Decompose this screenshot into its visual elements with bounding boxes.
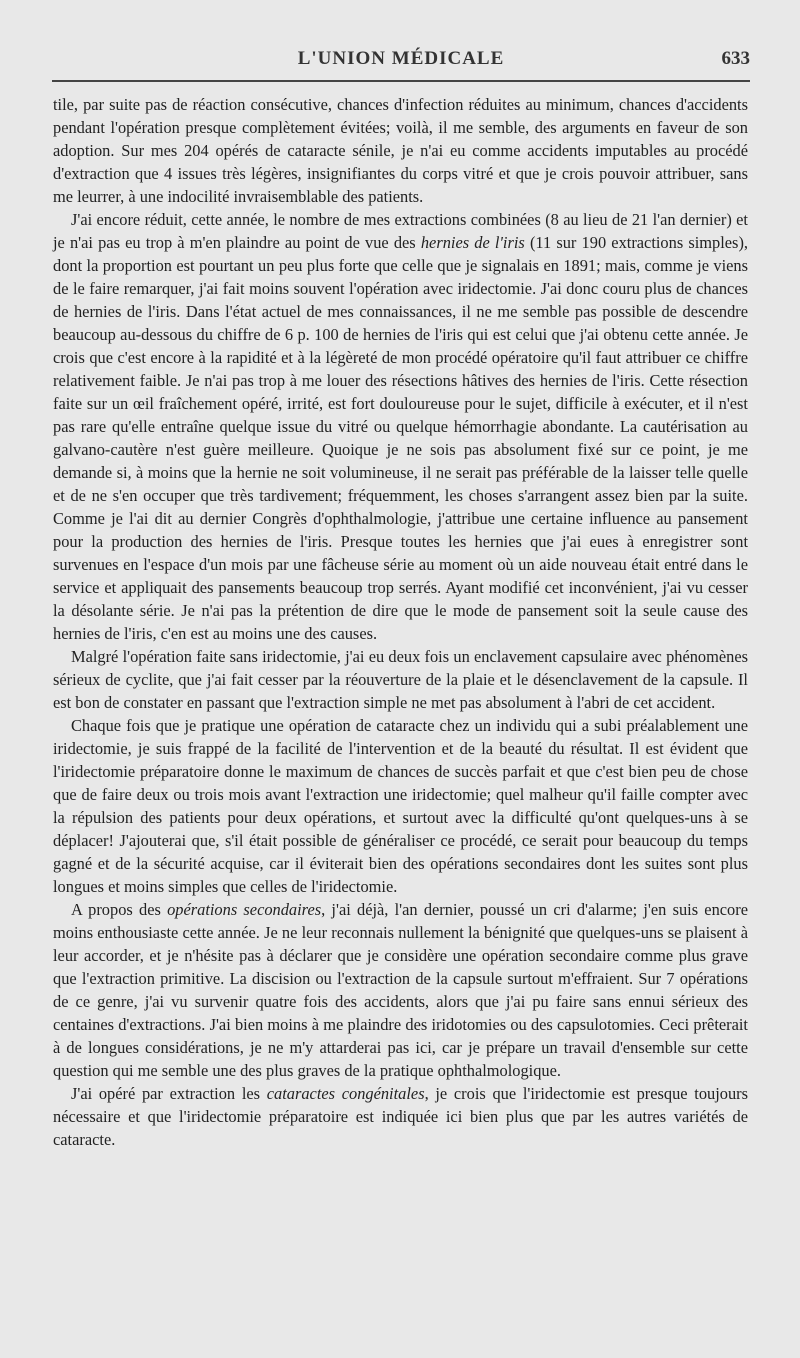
paragraph: [53, 93, 748, 208]
paragraph: [53, 208, 748, 645]
paragraph-text: , je crois que l'iridectomie est presque toujours nécessaire et que l'iridectomie préparatoire est indiquée ici bien plus que par les autres variétés de cataracte.: [53, 1084, 748, 1149]
paragraph-text: (11 sur 190 extractions simples), dont la proportion est pourtant un peu plus forte que celle que je signalais en 1891; mais, comme je viens de le faire remarquer, j'ai fait moins souvent l'opération avec iridectomie. J'ai donc couru plus de chances de hernies de l'iris. Dans l'état actuel de mes connaissances, il ne me semble pas possible de descendre beaucoup au-dessous du chiffre de 6 p. 100 de hernies de l'iris qui est celui que j'ai obtenu cette année. Je crois que c'est encore à la rapidité et à la légèreté de mon procédé opératoire qu'il faut attribuer ce chiffre relativement faible. Je n'ai pas trop à me louer des résections hâtives des hernies de l'iris. Cette résection faite sur un œil fraîchement opéré, irrité, est fort douloureuse pour le sujet, difficile à exécuter, et il n'est pas rare qu'elle entraîne quelque issue du vitré ou quelque hémorrhagie abondante. La cautérisation au galvano-cautère n'est guère meilleure. Quoique je ne sois pas absolument fixé sur ce point, je me demande si, à moins que la hernie ne soit volumineuse, il ne serait pas préférable de la laisser telle quelle et de ne s'en occuper que très tardivement; fréquemment, les choses s'arrangent assez bien par la suite. Comme je l'ai dit au dernier Congrès d'ophthalmologie, j'attribue une certaine influence au pansement pour la production des hernies de l'iris. Presque toutes les hernies que j'ai eues à enregistrer sont survenues en l'espace d'un mois par une fâcheuse série au moment où un aide nouveau était entré dans le service et appliquait des pansements beaucoup trop serrés. Ayant modifié cet inconvénient, j'ai vu cesser la désolante série. Je n'ai pas la prétention de dire que le mode de pansement soit la seule cause des hernies de l'iris, c'en est au moins une des causes.: [53, 233, 748, 643]
italic-term: cataractes congénitales: [266, 1084, 425, 1103]
paragraph-text: J'ai encore réduit, cette année, le nombre de mes extractions combinées (8 au lieu de 21 l'an dernier) et je n'ai pas eu trop à m'en plaindre au point de vue des: [53, 210, 748, 252]
paragraph-text: Malgré l'opération faite sans iridectomie, j'ai eu deux fois un enclavement capsulaire avec phénomènes sérieux de cyclite, que j'ai fait cesser par la réouverture de la plaie et le désenclavement de la capsule. Il est bon de constater en passant que l'extraction simple ne met pas absolument à l'abri de cet accident.: [53, 647, 748, 712]
paragraph: [53, 645, 748, 714]
paragraph-text: , j'ai déjà, l'an dernier, poussé un cri d'alarme; j'en suis encore moins enthousiaste cette année. Je ne leur reconnais nullement la bénignité que quelques-uns se plaisent à leur accorder, et je n'hésite pas à déclarer que je considère une opération secondaire comme plus grave que l'extraction primitive. La discision ou l'extraction de la capsule surtout m'effraient. Sur 7 opérations de ce genre, j'ai vu survenir quatre fois des accidents, alors que j'ai pu faire sans ennui sérieux des centaines d'extractions. J'ai bien moins à me plaindre des iridotomies ou des capsulotomies. Ceci prêterait à de longues considérations, je ne m'y attarderai pas ici, car je prépare un travail d'ensemble sur cette question qui me semble une des plus graves de la pratique ophthalmologique.: [53, 900, 748, 1080]
paragraph: [53, 714, 748, 898]
paragraph-text: tile, par suite pas de réaction consécutive, chances d'infection réduites au minimum, chances d'accidents pendant l'opération presque complètement évitées; voilà, il me semble, des arguments en faveur de son adoption. Sur mes 204 opérés de cataracte sénile, je n'ai eu comme accidents imputables au procédé d'extraction que 4 issues très légères, insignifiantes du corps vitré et que je crois pouvoir attribuer, sans me leurrer, à une indocilité invraisemblable des patients.: [53, 95, 748, 206]
italic-term: opérations secondaires: [167, 900, 322, 919]
paragraph-text: A propos des: [71, 900, 168, 919]
italic-term: hernies de l'iris: [420, 233, 525, 252]
paragraph-text: Chaque fois que je pratique une opération de cataracte chez un individu qui a subi préalablement une iridectomie, je suis frappé de la facilité de l'intervention et de la beauté du résultat. Il est évident que l'iridectomie préparatoire donne le maximum de chances de succès parfait et que c'est bien peu de chose que de faire deux ou trois mois avant l'extraction une iridectomie; quel malheur qu'il faille compter avec la répulsion des patients pour deux opérations, et surtout avec la difficulté qu'ont quelques-uns à se déplacer! J'ajouterai que, s'il était possible de généraliser ce procédé, ce serait pour beaucoup du temps gagné et de la sécurité acquise, car il éviterait bien des opérations secondaires dont les suites sont plus longues et moins simples que celles de l'iridectomie.: [53, 716, 748, 896]
header-rule: [52, 80, 750, 82]
paragraph: [53, 898, 748, 1082]
paragraph: [53, 1082, 748, 1151]
article-body: [53, 93, 748, 1151]
paragraph-text: J'ai opéré par extraction les: [71, 1084, 267, 1103]
journal-title: L'UNION MÉDICALE: [297, 48, 505, 69]
running-header: [52, 40, 750, 80]
page-number: 633: [721, 48, 750, 69]
